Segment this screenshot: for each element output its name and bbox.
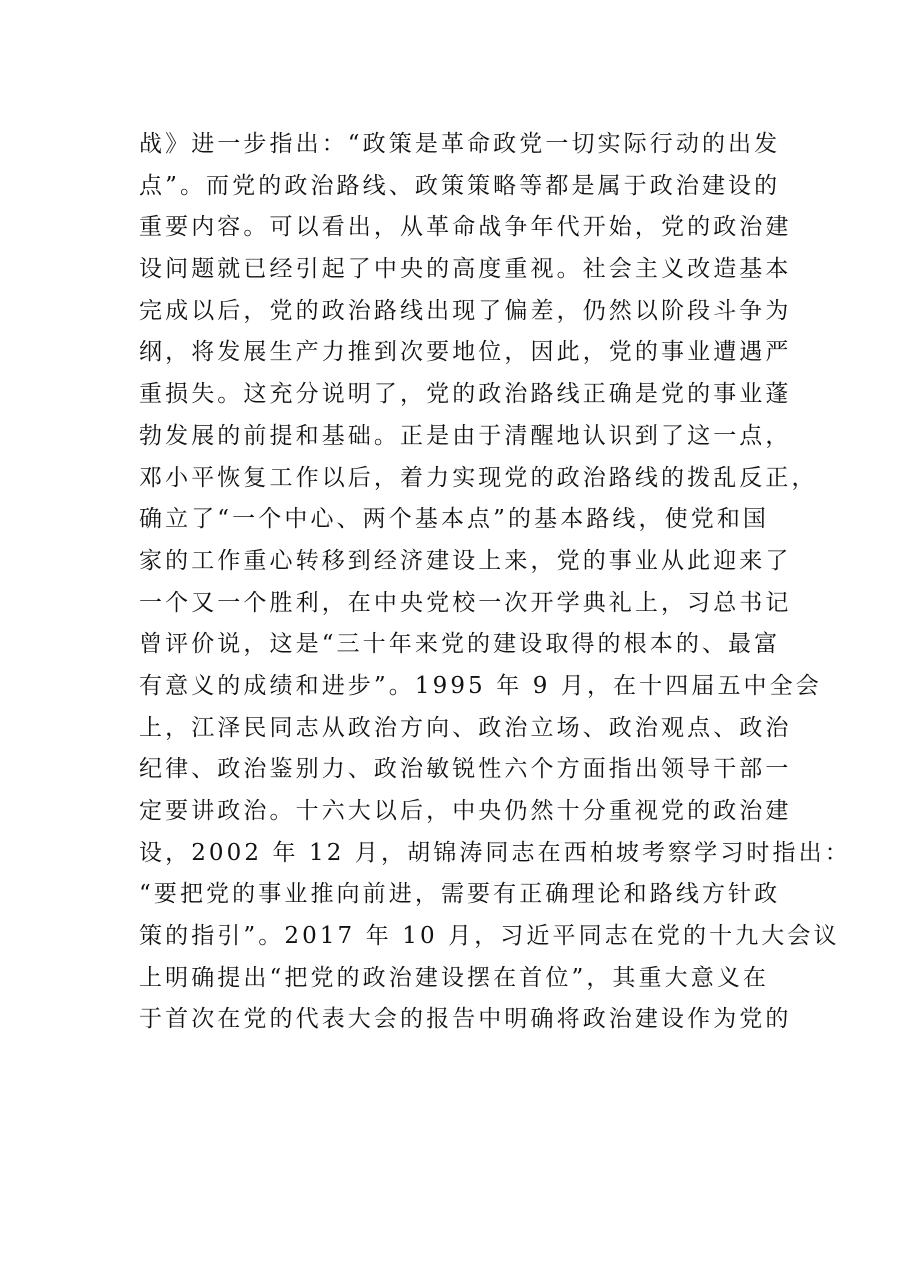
text-line: 邓小平恢复工作以后，着力实现党的政治路线的拨乱反正， xyxy=(139,464,818,491)
text-line: 上，江泽民同志从政治方向、政治立场、政治观点、政治 xyxy=(139,714,792,741)
text-line: 完成以后，党的政治路线出现了偏差，仍然以阶段斗争为 xyxy=(139,297,792,324)
text-line: 上明确提出“把党的政治建设摆在首位”，其重大意义在 xyxy=(139,964,770,991)
text-line: 设，2002 年 12 月，胡锦涛同志在西柏坡考察学习时指出： xyxy=(139,839,851,866)
text-line: 于首次在党的代表大会的报告中明确将政治建设作为党的 xyxy=(139,1006,792,1033)
text-line: 纲，将发展生产力推到次要地位，因此，党的事业遭遇严 xyxy=(139,339,792,366)
text-line: 一个又一个胜利，在中央党校一次开学典礼上，习总书记 xyxy=(139,589,792,616)
text-line: 定要讲政治。十六大以后，中央仍然十分重视党的政治建 xyxy=(139,798,792,824)
text-line: 有意义的成绩和进步”。1995 年 9 月，在十四届五中全会 xyxy=(139,672,822,699)
text-line: 战》进一步指出：“政策是革命政党一切实际行动的出发 xyxy=(139,131,781,157)
text-line: 策的指引”。2017 年 10 月，习近平同志在党的十九大会议 xyxy=(139,923,840,950)
text-line: “要把党的事业推向前进，需要有正确理论和路线方针政 xyxy=(139,881,781,908)
text-line: 勃发展的前提和基础。正是由于清醒地认识到了这一点， xyxy=(139,422,792,449)
text-line: 曾评价说，这是“三十年来党的建设取得的根本的、最富 xyxy=(139,631,781,658)
text-line: 家的工作重心转移到经济建设上来，党的事业从此迎来了 xyxy=(139,547,792,574)
text-line: 纪律、政治鉴别力、政治敏锐性六个方面指出领导干部一 xyxy=(139,756,792,783)
text-line: 重要内容。可以看出，从革命战争年代开始，党的政治建 xyxy=(139,214,792,241)
text-line: 点”。而党的政治路线、政策策略等都是属于政治建设的 xyxy=(139,172,781,199)
text-line: 确立了“一个中心、两个基本点”的基本路线，使党和国 xyxy=(139,506,770,533)
text-line: 重损失。这充分说明了，党的政治路线正确是党的事业蓬 xyxy=(139,381,792,408)
text-line: 设问题就已经引起了中央的高度重视。社会主义改造基本 xyxy=(139,256,792,283)
body-text xyxy=(139,124,851,1041)
